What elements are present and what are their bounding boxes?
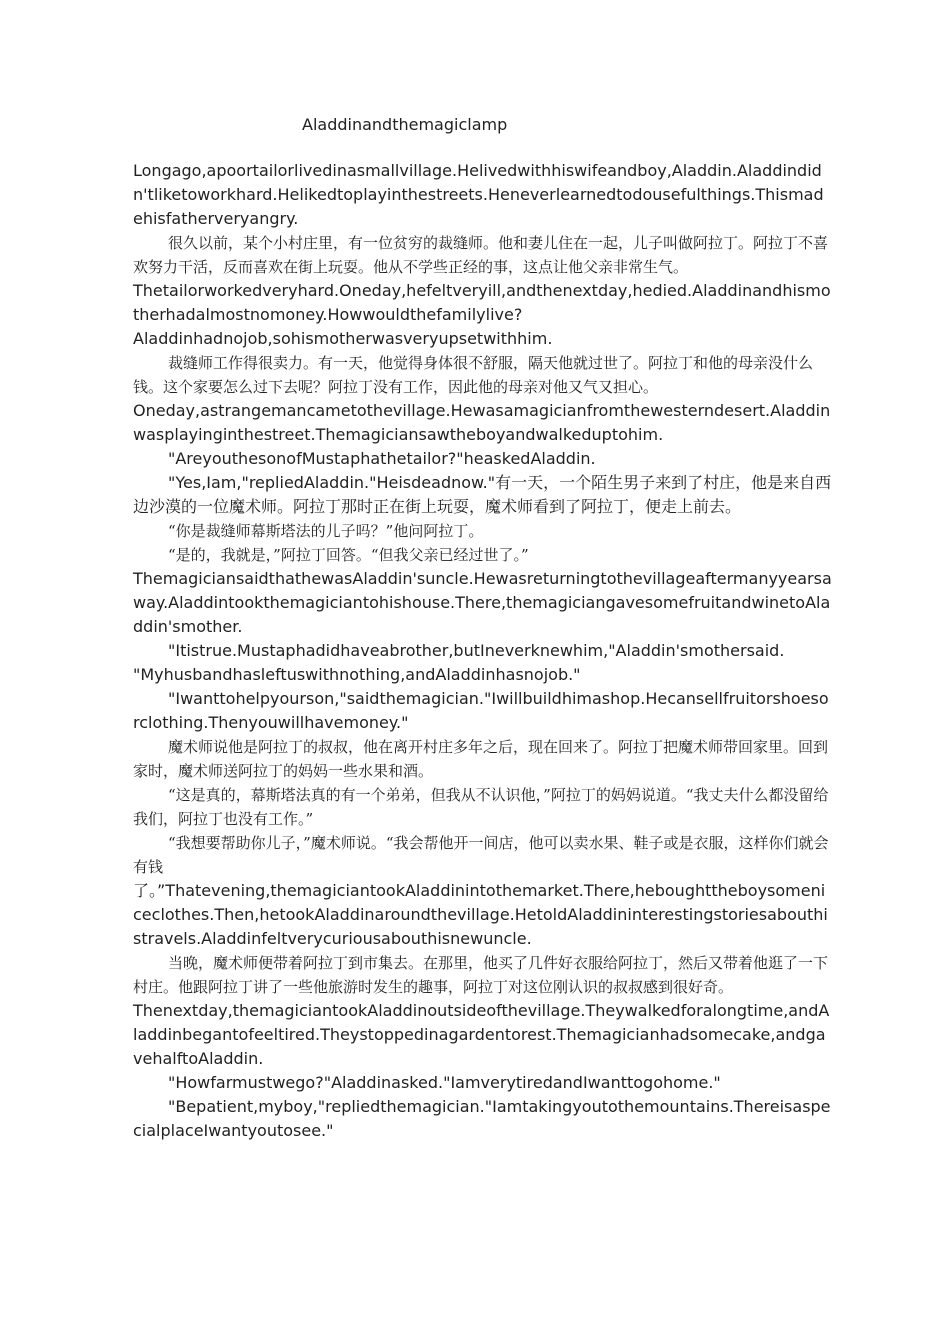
paragraph: "Bepatient,myboy,"repliedthemagician."Iamtakingyoutothemountains.ThereisaspecialplaceIwantyoutosee." xyxy=(133,1097,831,1140)
paragraph: Thetailorworkedveryhard.Oneday,hefeltveryill,andthenextday,hedied.Aladdinandhismotherhadalmostnomoney.Howwouldthefamilylive? xyxy=(133,281,831,324)
paragraph: ThemagiciansaidthathewasAladdin'suncle.Hewasreturningtothevillageaftermanyyearsaway.Aladdintookthemagiciantohishouse.There,themagiciangavesomefruitandwinetoAladdin'smother. xyxy=(133,569,832,636)
paragraph: "Howfarmustwego?"Aladdinasked."IamverytiredandIwanttogohome." xyxy=(168,1073,721,1092)
paragraph: "Myhusbandhasleftuswithnothing,andAladdinhasnojob." xyxy=(133,665,581,684)
paragraph: 了。”Thatevening,themagiciantookAladdinintothemarket.There,heboughttheboysomeniceclothes.Then,hetookAladdinaroundthevillage.HetoldAladdininterestingstoriesabouthistravels.Aladdinfeltverycuriousabouthisnewuncle. xyxy=(133,881,828,948)
document-title: Aladdinandthemagiclamp xyxy=(302,115,508,134)
paragraph: 很久以前，某个小村庄里，有一位贫穷的裁缝师。他和妻儿住在一起，儿子叫做阿拉丁。阿拉丁不喜欢努力干活，反而喜欢在街上玩耍。他从不学些正经的事，这点让他父亲非常生气。 xyxy=(133,234,829,276)
paragraph: "Iwanttohelpyourson,"saidthemagician."Iwillbuildhimashop.Hecansellfruitorshoesorclothing.Thenyouwillhavemoney." xyxy=(133,689,829,732)
paragraph: 裁缝师工作得很卖力。有一天，他觉得身体很不舒服，隔天他就过世了。阿拉丁和他的母亲没什么钱。这个家要怎么过下去呢？阿拉丁没有工作，因此他的母亲对他又气又担心。 xyxy=(133,354,814,396)
paragraph: "Yes,Iam,"repliedAladdin."Heisdeadnow."有一天，一个陌生男子来到了村庄，他是来自西边沙漠的一位魔术师。阿拉丁那时正在街上玩耍，魔术师看到了阿拉丁，便走上前去。 xyxy=(133,473,832,516)
paragraph: 魔术师说他是阿拉丁的叔叔，他在离开村庄多年之后，现在回来了。阿拉丁把魔术师带回家里。回到家时，魔术师送阿拉丁的妈妈一些水果和酒。 xyxy=(133,738,829,780)
paragraph: Oneday,astrangemancametothevillage.Hewasamagicianfromthewesterndesert.Aladdinwasplayinginthestreet.Themagiciansawtheboyandwalkeduptohim. xyxy=(133,401,831,444)
paragraph: 当晚，魔术师便带着阿拉丁到市集去。在那里，他买了几件好衣服给阿拉丁，然后又带着他逛了一下村庄。他跟阿拉丁讲了一些他旅游时发生的趣事，阿拉丁对这位刚认识的叔叔感到很好奇。 xyxy=(133,954,829,996)
paragraph: Aladdinhadnojob,sohismotherwasveryupsetwithhim. xyxy=(133,329,553,348)
document-body xyxy=(133,159,833,1143)
paragraph: Thenextday,themagiciantookAladdinoutsideofthevillage.Theywalkedforalongtime,andAladdinbegantofeeltired.Theystoppedinagardentorest.Themagicianhadsomecake,andgavehalftoAladdin. xyxy=(133,1001,830,1068)
paragraph: “是的，我就是，”阿拉丁回答。“但我父亲已经过世了。” xyxy=(168,546,529,564)
paragraph: “我想要帮助你儿子，”魔术师说。“我会帮他开一间店，他可以卖水果、鞋子或是衣服，这样你们就会有钱 xyxy=(133,834,829,876)
paragraph: "AreyouthesonofMustaphathetailor?"heaskedAladdin. xyxy=(168,449,596,468)
paragraph: "Itistrue.Mustaphadidhaveabrother,butIneverknewhim,"Aladdin'smothersaid. xyxy=(168,641,785,660)
paragraph: “你是裁缝师幕斯塔法的儿子吗？”他问阿拉丁。 xyxy=(168,522,484,540)
paragraph: “这是真的，幕斯塔法真的有一个弟弟，但我从不认识他，”阿拉丁的妈妈说道。“我丈夫什么都没留给我们，阿拉丁也没有工作。” xyxy=(133,786,829,828)
paragraph: Longago,apoortailorlivedinasmallvillage.Helivedwithhiswifeandboy,Aladdin.Aladdindidn'tliketoworkhard.Helikedtoplayinthestreets.Heneverlearnedtodousefulthings.Thismadehisfatherveryangry. xyxy=(133,161,824,228)
